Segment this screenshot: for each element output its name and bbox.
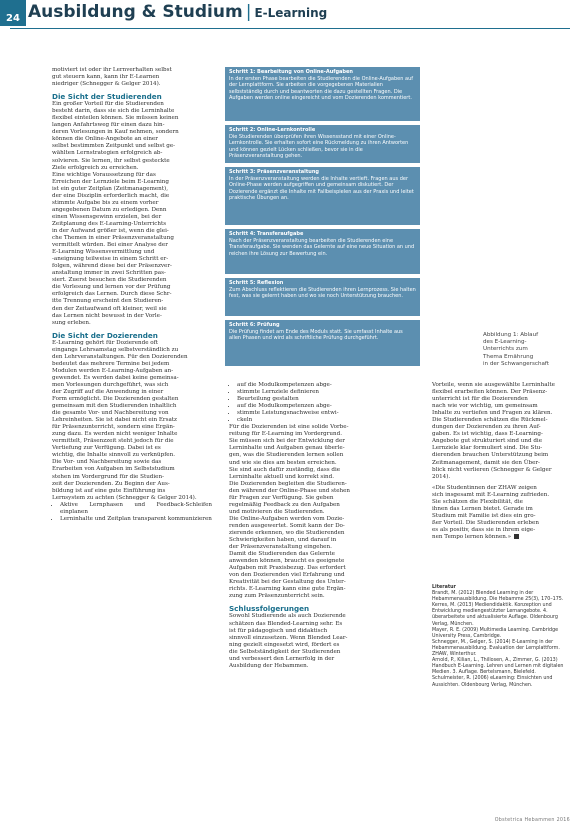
text-line: den der Zeitaufwand oft kleiner, weil sie (52, 305, 167, 312)
text-line: gaben. Es ist wichtig, dass E-Learning- (432, 431, 543, 438)
list-item: • stimmte Lernziele definieren (237, 389, 412, 396)
text-line: anwenden können, braucht es geeignete (229, 558, 345, 565)
text-line: Eine wichtige Voraussetzung für das (52, 171, 156, 178)
text-line: Lerninhalte und Aufgaben genau überle- (229, 445, 345, 452)
text-line: Kreativität bei der Gestaltung des Unter- (229, 579, 346, 586)
text-line: sinnvoll einzusetzen. Wenn Blended Lear- (229, 634, 348, 641)
text-line: 2014). (432, 473, 451, 480)
text-line: langen Anfahrtsweg für einen dazu hin- (52, 122, 165, 129)
text-line: und motivieren die Studierenden. (229, 508, 325, 515)
footer: Obstetrica Hebammen 2016 (494, 818, 570, 823)
text-line: zung zum Präsenzunterricht sein. (229, 593, 325, 600)
text-line: Angebote gut strukturiert sind und die (432, 438, 543, 445)
text-line: Lernsystem zu achten (Schnegger & Gelger 2014). (52, 494, 197, 501)
caption-line: Thema Ernährung (483, 353, 534, 360)
lecturers-list (52, 502, 212, 523)
text-line: flexibel erarbeiten können. Der Präsenz- (432, 389, 548, 396)
list-item: • ckeln (237, 417, 412, 424)
text-line: dungen der Dozierenden zu ihren Auf- (432, 424, 541, 431)
text-line: blick nicht verlieren (Schnegger & Gelger (432, 466, 552, 473)
literature-item: Schulmeister, R. (2006) eLearning: Einsichten und Aussichten. Oldenbourg Verlag, München. (432, 676, 553, 688)
text-line: selbst bestimmten Zeitpunkt und selbst ge- (52, 143, 176, 150)
section-title: Ausbildung & Studium (28, 2, 243, 22)
text-line: stimmte Aufgabe bis zu einem vorher (52, 199, 159, 206)
list-item: • auf die Modulkompetenzen abge- (237, 382, 412, 389)
text-line: gewendet. Es werden dabei keine gemeinsa- (52, 374, 179, 381)
text-line: erfolgreich das Lernen. Durch diese Schr- (52, 291, 172, 298)
list-item: • Beurteilung gestalten (237, 396, 412, 403)
text-line: regelmäßig Feedback zu den Aufgaben (229, 501, 340, 508)
text-line: nach wie vor wichtig, um gemeinsam (432, 403, 538, 410)
text-line: ist für pädagogisch und didaktisch (229, 627, 328, 634)
text-line: E-Learning gehört für Dozierende oft (52, 339, 158, 346)
literature-heading: Literatur (432, 585, 456, 590)
column3-paragraph (432, 382, 572, 481)
text-line: solvieren. Sie lernen, ihr selbst gesteckte (52, 157, 170, 164)
text-line: Schwierigkeiten haben, und darauf in (229, 537, 337, 544)
text-line: flexibel einteilen können. Sie müssen keinen (52, 115, 179, 122)
quote-paragraph (432, 485, 572, 541)
column2-paragraph (229, 424, 412, 600)
column-2 (229, 382, 412, 670)
text-line: der eine Disziplin erforderlich macht, die (52, 192, 170, 199)
text-line: die Selbstständigkeit der Studierenden (229, 648, 341, 655)
text-line: Die Studierenden schätzen die Rückmel- (432, 417, 548, 424)
text-line: Zeitplanung des E-Learning-Unterrichts (52, 220, 167, 227)
list-item: • Lerninhalte und Zeitplan transparent kommunizieren (60, 516, 212, 523)
text-line: «Die Studentinnen der ZHAW zeigen (432, 484, 537, 491)
literature-item: Arnold, P., Kilian, L., Thillosen, A., Zimmer, G. (2013) Handbuch E-Learning. Lehren und Lernen mit digitalen Medien. 3. Auflage. Bertelsmann, Bielefeld. (432, 658, 564, 676)
text-line: in der Aufwand größer ist, wenn die glei- (52, 227, 169, 234)
text-line: renden ausgewertet. Somit kann der Do- (229, 522, 345, 529)
list-item: • stimmte Leistungsnachweise entwi- (237, 410, 412, 417)
step-box-3: Schritt 3: Präsenzveranstaltung In der Präsenzveranstaltung werden die Inhalte vertieft. Fragen aus der Online-Phase werden aufgegriffen und gemeinsam diskutiert. Der Dozierende ergänzt die Inhalte mit Fallbeispielen aus der Praxis und leitet praktische Übungen an. (225, 167, 420, 225)
text-line: reitung für E-Learning im Vordergrund. (229, 431, 342, 438)
text-line: besteht darin, dass sie sich die Lerninhalte (52, 108, 175, 115)
text-line: zung dazu. Es werden nicht weniger Inhalte (52, 431, 178, 438)
text-line: ßer Vorteil. Die Studierenden erleben (432, 519, 539, 526)
text-line: ning gezielt eingesetzt wird, fördert es (229, 641, 340, 648)
text-line: sich insgesamt mit E-Learning zufrieden. (432, 491, 550, 498)
text-line: Sowohl Studierende als auch Dozierende (229, 613, 346, 620)
text-line: Inhalte zu vertiefen und Fragen zu klären. (432, 410, 553, 417)
text-line: folgen, während diese bei der Präsenzver- (52, 263, 172, 270)
step-box-6: Schritt 6: Prüfung Die Prüfung findet am Ende des Moduls statt. Sie umfasst Inhalte aus allen Phasen und wird als schriftliche Prüfung durchgeführt. (225, 320, 420, 366)
text-line: den während der Online-Phase und stehen (229, 487, 351, 494)
text-line: sung erleben. (52, 319, 91, 326)
header-rule (10, 28, 570, 29)
text-line: Lehreinheiten. Sie ist dabei nicht ein Ersatz (52, 417, 177, 424)
literature-item: Kerres, M. (2013) Mediendidaktik. Konzeption und Entwicklung mediengestützter Lernangebote. 4. überarbeitete und aktualisierte Auflage. Oldenbourg Verlag, München. (432, 603, 558, 627)
text-line: und wie sie dies am besten erreichen. (229, 459, 337, 466)
text-line: Ziele erfolgreich zu erreichen. (52, 164, 139, 171)
text-line: Sie schätzen die Flexibilität, die (432, 498, 523, 505)
text-line: Die Online-Aufgaben werden vom Dozie- (229, 515, 345, 522)
column-3 (432, 382, 572, 541)
end-marker-icon (514, 534, 519, 539)
column-1 (52, 67, 212, 523)
heading-students: Die Sicht der Studierenden (52, 92, 162, 102)
text-line: nen Tempo lernen können.» (432, 534, 572, 541)
text-line: für Fragen zur Verfügung. Sie geben (229, 494, 334, 501)
text-line: Sie müssen sich bei der Entwicklung der (229, 438, 345, 445)
text-line: Erarbeiten von Aufgaben im Selbststudium (52, 466, 175, 473)
text-line: der Präsenzveranstaltung eingehen. (229, 544, 332, 551)
text-line: der Zugriff auf die Anwendung in einer (52, 388, 164, 395)
text-line: bildung ist auf eine gute Einführung ins (52, 487, 166, 494)
header-separator: | (245, 2, 252, 22)
text-line: gut steuern kann, kann ihr E-Learnen (52, 74, 160, 81)
heading-lecturers: Die Sicht der Dozierenden (52, 330, 158, 340)
text-line: men Vorlesungen durchgeführt, was sich (52, 381, 169, 388)
text-line: Lerninhalte aktuell und korrekt sind. (229, 473, 335, 480)
text-line: für Präsenzunterricht, sondern eine Ergän- (52, 424, 175, 431)
text-line: -aneignung teilweise in einem Schritt er- (52, 256, 169, 263)
caption-line: in der Schwangerschaft (483, 360, 549, 367)
text-line: che Themen in einer Präsenzveranstaltung (52, 235, 174, 242)
text-line: wichtig, die Inhalte sinnvoll zu verknüpfen. (52, 452, 175, 459)
text-line: Studium mit Familie ist dies ein gro- (432, 512, 536, 519)
text-line: niedriger (Schnegger & Gelger 2014). (52, 81, 161, 88)
text-line: Vorteile, wenn sie ausgewählte Lerninhalte (432, 382, 555, 388)
text-line: stehen im Vordergrund für die Studien- (52, 473, 164, 480)
text-line: gen, was die Studierenden lernen sollen (229, 452, 344, 459)
text-line: bedeutet das mehrere Termine bei jedem (52, 360, 170, 367)
list-item: • Aktive Lernphasen und Feedback-Schleifen einplanen (60, 502, 212, 516)
text-line: Ein großer Vorteil für die Studierenden (52, 101, 164, 108)
text-line: vermittelt, Präsenzzeit steht jedoch für die (52, 438, 174, 445)
text-line: es als positiv, dass sie in ihrem eige- (432, 526, 536, 533)
text-line: ist ein guter Zeitplan (Zeitmanagement), (52, 185, 168, 192)
text-line: richts. E-Learning kann eine gute Ergän- (229, 586, 346, 593)
literature-item: Schnegger, M., Gelger, S. (2014) E-Learning in der Hebammenausbildung. Evaluation der Lernplattform. ZHAW, Winterthur. (432, 639, 560, 658)
text-line: dierenden brauchen Unterstützung beim (432, 452, 549, 459)
text-line: Aufgaben mit Praxisbezug. Das erfordert (229, 565, 346, 572)
text-line: E-Learning Wissensvermittlung und (52, 249, 155, 256)
caption-line: Abbildung 1: Ablauf (483, 332, 539, 338)
step-box-5: Schritt 5: Reflexion Zum Abschluss reflektieren die Studierenden ihren Lernprozess. Sie halten fest, was sie gelernt haben und wo sie noch Unterstützung brauchen. (225, 278, 420, 316)
figure-caption (483, 332, 571, 368)
text-line: den Lehrveranstaltungen. Für den Dozierenden (52, 353, 188, 360)
text-line: und verbessert den Lernerfolg in der (229, 655, 335, 662)
text-line: Form ermöglicht. Die Dozierenden gestalten (52, 396, 179, 403)
text-line: gemeinsam mit den Studierenden inhaltlich (52, 403, 177, 410)
text-line: Die Dozierenden begleiten die Studieren- (229, 480, 347, 487)
literature-section (432, 585, 572, 689)
text-line: deren Vorlesungen in Kauf nehmen, sondern (52, 129, 179, 136)
text-line: zierende erkennen, wo die Studierenden (229, 529, 345, 536)
heading-conclusions: Schlussfolgerungen (229, 604, 310, 614)
text-line: schätzen das Blended-Learning sehr. Es (229, 620, 343, 627)
step-box-4: Schritt 4: Transferaufgabe Nach der Präsenzveranstaltung bearbeiten die Studierenden eine Transferaufgabe. Sie wenden das Gelernte auf eine neue Situation an und reichen ihre Lösung zur Bewertung ein. (225, 229, 420, 274)
text-line: die Vorlesung und lernen vor der Prüfung (52, 284, 171, 291)
text-line: anstaltung immer in zwei Schritten pas- (52, 270, 166, 277)
caption-line: Unterrichts zum (483, 346, 528, 353)
text-line: von den Dozierenden viel Erfahrung und (229, 572, 345, 579)
text-line: das Lernen nicht bewusst in der Vorle- (52, 312, 162, 319)
text-line: Sie sind auch dafür zuständig, dass die (229, 466, 341, 473)
list-item: • auf die Modulkompetenzen abge- (237, 403, 412, 410)
page-header (28, 2, 327, 22)
text-line: Die Vor- und Nachbereitung sowie das (52, 459, 162, 466)
competency-list (229, 382, 412, 424)
literature-list (432, 591, 572, 689)
intro-paragraph (52, 67, 212, 88)
text-line: zeit der Dozierenden. Zu Beginn der Aus- (52, 480, 170, 487)
caption-line: des E-Learning- (483, 339, 527, 346)
text-line: unterricht ist für die Dozierenden (432, 396, 528, 403)
topic-title: E-Learning (254, 6, 328, 20)
text-line: angegebenen Datum zu erledigen. Denn (52, 206, 167, 213)
page-number: 24 (0, 0, 26, 26)
text-line: wählten Lernstrategien erfolgreich ab- (52, 150, 163, 157)
text-line: Zeitmanagement, damit sie den Über- (432, 459, 540, 466)
text-line: ihnen das Lernen bietet. Gerade im (432, 505, 533, 512)
text-line: einen Wissensgewinn erzielen, bei der (52, 213, 162, 220)
step-box-1: Schritt 1: Bearbeitung von Online-Aufgaben In der ersten Phase bearbeiten die Studierenden die Online-Aufgaben auf der Lernplattform. Sie arbeiten die vorgegebenen Materialien selbstständig durch und beantworten die dazu gestellten Fragen. Die Aufgaben werden online eingereicht und vom Dozierenden kommentiert. (225, 67, 420, 121)
text-line: Ausbildung der Hebammen. (229, 662, 309, 669)
text-line: können die Online-Angebote an einer (52, 136, 158, 143)
text-line: Vertiefung zur Verfügung. Dabei ist es (52, 445, 161, 452)
conclusions-paragraph (229, 613, 412, 669)
literature-item: Brandt, M. (2012) Blended Learning in der Hebammenausbildung. Die Hebamme 25(3), 170–175. (432, 591, 564, 603)
text-line: motiviert ist oder ihr Lernverhalten selbst (52, 67, 172, 73)
text-line: siert. Zuerst besuchen die Studierenden (52, 277, 167, 284)
lecturers-paragraph (52, 340, 212, 502)
literature-item: Mayer, R. E. (2009) Multimedia Learning. Cambridge University Press, Cambridge. (432, 627, 559, 639)
text-line: die gesamte Vor- und Nachbereitung von (52, 410, 169, 417)
step-box-2: Schritt 2: Online-Lernkontrolle Die Studierenden überprüfen ihren Wissensstand mit einer Online-Lernkontrolle. Sie erhalten sofort eine Rückmeldung zu ihren Antworten und können gezielt Lücken schließen, bevor sie in die Präsenzveranstaltung gehen. (225, 125, 420, 163)
text-line: Damit die Studierenden das Gelernte (229, 551, 335, 558)
students-paragraph (52, 101, 212, 327)
text-line: Für die Dozierenden ist eine solide Vorbe- (229, 424, 349, 431)
text-line: itte Trennung erscheint den Studieren- (52, 298, 164, 305)
text-line: Lernziele klar formuliert sind. Die Stu- (432, 445, 543, 452)
text-line: vermittelt würden. Bei einer Analyse der (52, 242, 168, 249)
text-line: eingangs Lehrsamstag selbstverständlich zu (52, 346, 179, 353)
text-line: Modulen werden E-Learning-Aufgaben an- (52, 367, 174, 374)
text-line: Erreichen der Lernziele beim E-Learning (52, 178, 169, 185)
